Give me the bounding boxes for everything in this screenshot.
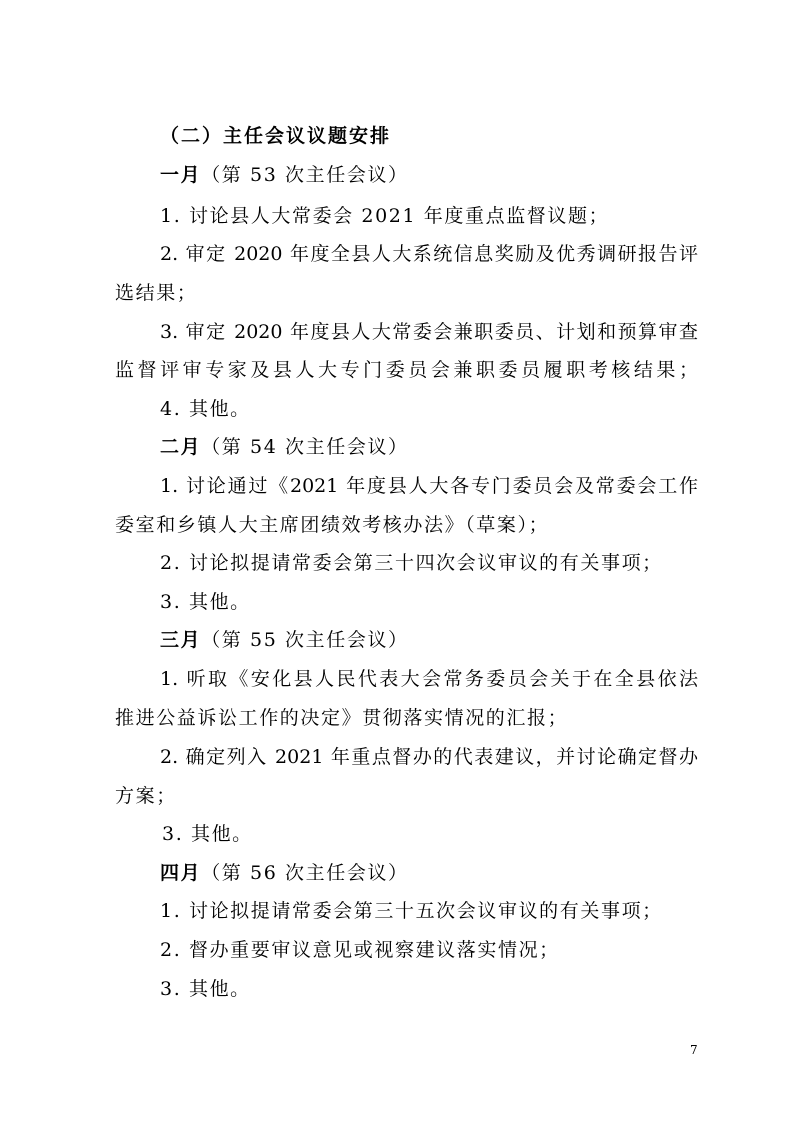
- agenda-item: 1. 讨论拟提请常委会第三十五次会议审议的有关事项；: [160, 900, 663, 922]
- agenda-item-line: 3. 审定 2020 年度县人大常委会兼职委员、计划和预算审查: [160, 321, 698, 343]
- agenda-item-line: 1. 听取《安化县人民代表大会常务委员会关于在全县依法: [160, 668, 698, 690]
- agenda-item-line: 选结果；: [115, 282, 198, 304]
- agenda-item: 2. 讨论拟提请常委会第三十四次会议审议的有关事项；: [160, 552, 663, 574]
- page-number: 7: [690, 1043, 698, 1057]
- agenda-item-line: 1. 讨论通过《2021 年度县人大各专门委员会及常委会工作: [160, 475, 698, 497]
- meeting-label: （第 55 次主任会议）: [201, 629, 409, 651]
- month-label: 一月: [160, 164, 202, 186]
- agenda-item-line: 监督评审专家及县人大专门委员会兼职委员履职考核结果；: [115, 359, 698, 381]
- agenda-item: 3. 其他。: [160, 591, 251, 613]
- month-label: 四月: [160, 862, 202, 884]
- meeting-label: （第 53 次主任会议）: [201, 164, 409, 186]
- agenda-item-line: 2. 确定列入 2021 年重点督办的代表建议，并讨论确定督办: [160, 746, 698, 768]
- agenda-item-line: 2. 审定 2020 年度全县人大系统信息奖励及优秀调研报告评: [160, 243, 698, 265]
- month-heading-january: [160, 163, 409, 187]
- month-heading-february: [160, 435, 409, 459]
- month-label: 二月: [160, 436, 202, 458]
- month-label: 三月: [160, 629, 202, 651]
- agenda-item: 3. 其他。: [160, 978, 251, 1000]
- agenda-item: 1. 讨论县人大常委会 2021 年度重点监督议题；: [160, 205, 610, 227]
- agenda-item-line: 委室和乡镇人大主席团绩效考核办法》（草案）；: [115, 514, 550, 536]
- agenda-item-line: 方案；: [115, 785, 177, 807]
- month-heading-april: [160, 861, 409, 885]
- month-heading-march: [160, 628, 409, 652]
- section-heading: （二）主任会议议题安排: [160, 125, 392, 147]
- meeting-label: （第 54 次主任会议）: [201, 436, 409, 458]
- meeting-label: （第 56 次主任会议）: [201, 862, 409, 884]
- agenda-item: 4. 其他。: [160, 398, 251, 420]
- agenda-item: 3. 其他。: [162, 823, 253, 845]
- agenda-item-line: 推进公益诉讼工作的决定》贯彻落实情况的汇报；: [115, 707, 569, 729]
- agenda-item: 2. 督办重要审议意见或视察建议落实情况；: [160, 939, 560, 961]
